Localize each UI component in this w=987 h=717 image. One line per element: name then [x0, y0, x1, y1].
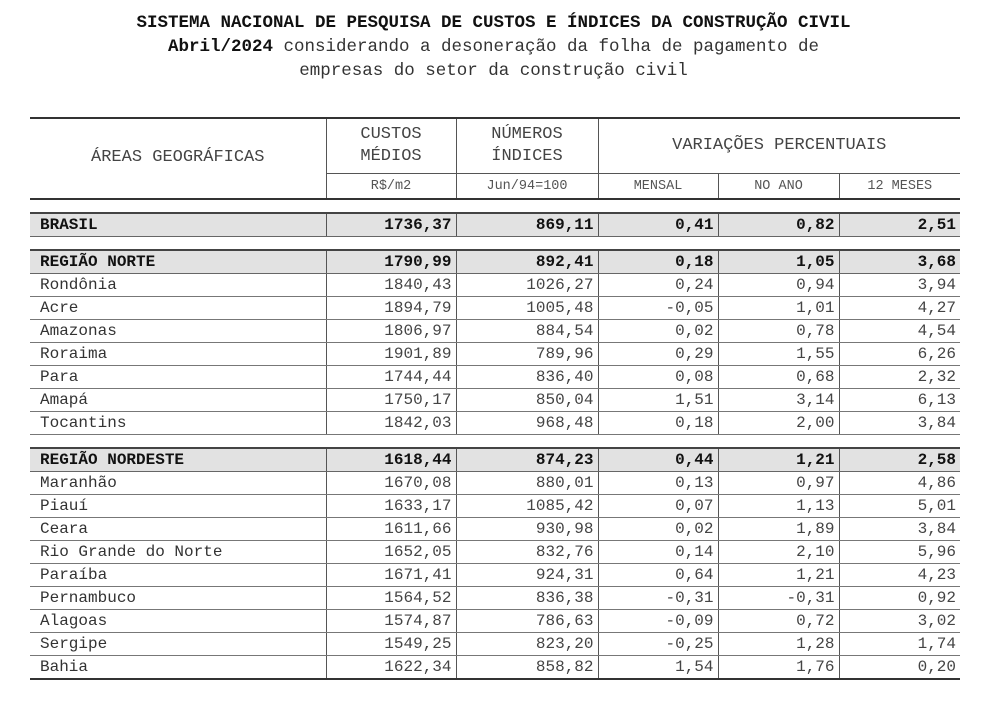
- mensal-cell: 0,08: [598, 366, 718, 389]
- m12-cell: 0,92: [839, 587, 960, 610]
- area-name: Rio Grande do Norte: [30, 541, 326, 564]
- indice-cell: 836,40: [456, 366, 598, 389]
- m12-cell: 2,32: [839, 366, 960, 389]
- spacer-cell: [30, 199, 960, 213]
- spacer-row: [30, 435, 960, 449]
- ano-cell: 1,89: [718, 518, 839, 541]
- indice-cell: 850,04: [456, 389, 598, 412]
- table-row: [30, 610, 960, 633]
- m12-cell: 4,23: [839, 564, 960, 587]
- m12-cell: 3,68: [839, 250, 960, 274]
- ano-cell: 1,55: [718, 343, 839, 366]
- custo-cell: 1564,52: [326, 587, 456, 610]
- m12-cell: 2,58: [839, 448, 960, 472]
- indice-cell: 789,96: [456, 343, 598, 366]
- m12-cell: 6,26: [839, 343, 960, 366]
- mensal-cell: 0,29: [598, 343, 718, 366]
- ano-cell: 0,94: [718, 274, 839, 297]
- custo-cell: 1736,37: [326, 213, 456, 237]
- area-name: Amazonas: [30, 320, 326, 343]
- spacer-cell: [30, 435, 960, 449]
- indice-cell: 823,20: [456, 633, 598, 656]
- title-period: Abril/2024: [167, 37, 273, 57]
- custo-cell: 1622,34: [326, 656, 456, 680]
- table-row: [30, 389, 960, 412]
- spacer-row: [30, 237, 960, 251]
- spacer-cell: [30, 237, 960, 251]
- area-name: Alagoas: [30, 610, 326, 633]
- mensal-cell: 0,18: [598, 412, 718, 435]
- custo-cell: 1549,25: [326, 633, 456, 656]
- table-row: [30, 274, 960, 297]
- table-row: [30, 297, 960, 320]
- table-row: [30, 366, 960, 389]
- area-name: Pernambuco: [30, 587, 326, 610]
- indice-cell: 874,23: [456, 448, 598, 472]
- area-name: Sergipe: [30, 633, 326, 656]
- table-row: [30, 541, 960, 564]
- mensal-cell: 0,64: [598, 564, 718, 587]
- indice-cell: 836,38: [456, 587, 598, 610]
- header-numeros-line-1: NÚMEROS: [491, 125, 563, 144]
- unit-custos: R$/m2: [326, 174, 456, 200]
- mensal-cell: 0,18: [598, 250, 718, 274]
- area-name: Amapá: [30, 389, 326, 412]
- header-variacoes: VARIAÇÕES PERCENTUAIS: [598, 118, 960, 174]
- table-row: [30, 343, 960, 366]
- m12-cell: 4,27: [839, 297, 960, 320]
- ano-cell: 3,14: [718, 389, 839, 412]
- header-numeros-line-2: ÍNDICES: [491, 147, 563, 166]
- indice-cell: 1005,48: [456, 297, 598, 320]
- m12-cell: 3,84: [839, 518, 960, 541]
- custo-cell: 1894,79: [326, 297, 456, 320]
- ano-cell: 1,21: [718, 448, 839, 472]
- area-name: REGIÃO NORTE: [30, 250, 326, 274]
- ano-cell: 1,28: [718, 633, 839, 656]
- custo-cell: 1618,44: [326, 448, 456, 472]
- table-row: [30, 412, 960, 435]
- title-line-2-rest: considerando a desoneração da folha de pagamento de: [272, 37, 820, 57]
- ano-cell: 1,76: [718, 656, 839, 680]
- header-areas-label: ÁREAS GEOGRÁFICAS: [91, 148, 265, 167]
- indice-cell: 930,98: [456, 518, 598, 541]
- title-line-2: [0, 35, 987, 59]
- area-name: Ceara: [30, 518, 326, 541]
- area-name: Piauí: [30, 495, 326, 518]
- ano-cell: 1,13: [718, 495, 839, 518]
- ano-cell: 0,97: [718, 472, 839, 495]
- header-mensal: MENSAL: [598, 174, 718, 200]
- ano-cell: 0,82: [718, 213, 839, 237]
- mensal-cell: -0,09: [598, 610, 718, 633]
- m12-cell: 5,96: [839, 541, 960, 564]
- custo-cell: 1611,66: [326, 518, 456, 541]
- indice-cell: 1026,27: [456, 274, 598, 297]
- ano-cell: -0,31: [718, 587, 839, 610]
- ano-cell: 2,00: [718, 412, 839, 435]
- ano-cell: 1,05: [718, 250, 839, 274]
- area-name: Para: [30, 366, 326, 389]
- custo-cell: 1790,99: [326, 250, 456, 274]
- mensal-cell: -0,25: [598, 633, 718, 656]
- m12-cell: 3,02: [839, 610, 960, 633]
- area-name: Maranhão: [30, 472, 326, 495]
- header-numeros: [456, 118, 598, 174]
- custo-cell: 1652,05: [326, 541, 456, 564]
- report-title: [0, 0, 987, 83]
- indice-cell: 968,48: [456, 412, 598, 435]
- indice-cell: 892,41: [456, 250, 598, 274]
- m12-cell: 2,51: [839, 213, 960, 237]
- mensal-cell: 0,02: [598, 320, 718, 343]
- ano-cell: 0,72: [718, 610, 839, 633]
- indice-cell: 869,11: [456, 213, 598, 237]
- indice-cell: 1085,42: [456, 495, 598, 518]
- custo-cell: 1633,17: [326, 495, 456, 518]
- header-areas: [30, 118, 326, 199]
- area-name: Bahia: [30, 656, 326, 680]
- table-row: [30, 518, 960, 541]
- total-row-brasil: [30, 213, 960, 237]
- m12-cell: 1,74: [839, 633, 960, 656]
- unit-indices: Jun/94=100: [456, 174, 598, 200]
- indice-cell: 832,76: [456, 541, 598, 564]
- header-no-ano: NO ANO: [718, 174, 839, 200]
- m12-cell: 3,94: [839, 274, 960, 297]
- area-name: Paraíba: [30, 564, 326, 587]
- ano-cell: 1,01: [718, 297, 839, 320]
- header-row: [30, 118, 960, 174]
- table-row: [30, 656, 960, 680]
- custo-cell: 1806,97: [326, 320, 456, 343]
- ano-cell: 0,78: [718, 320, 839, 343]
- area-name: Rondônia: [30, 274, 326, 297]
- table-row: [30, 495, 960, 518]
- mensal-cell: 0,41: [598, 213, 718, 237]
- mensal-cell: 0,14: [598, 541, 718, 564]
- indice-cell: 884,54: [456, 320, 598, 343]
- m12-cell: 3,84: [839, 412, 960, 435]
- mensal-cell: 0,07: [598, 495, 718, 518]
- area-name: Acre: [30, 297, 326, 320]
- cost-index-table: [30, 117, 960, 680]
- mensal-cell: 1,54: [598, 656, 718, 680]
- indice-cell: 858,82: [456, 656, 598, 680]
- area-name: REGIÃO NORDESTE: [30, 448, 326, 472]
- indice-cell: 880,01: [456, 472, 598, 495]
- table-row: [30, 320, 960, 343]
- table-row: [30, 587, 960, 610]
- custo-cell: 1842,03: [326, 412, 456, 435]
- m12-cell: 4,86: [839, 472, 960, 495]
- mensal-cell: 0,44: [598, 448, 718, 472]
- indice-cell: 786,63: [456, 610, 598, 633]
- mensal-cell: 1,51: [598, 389, 718, 412]
- header-custos-line-2: MÉDIOS: [360, 147, 422, 166]
- mensal-cell: -0,05: [598, 297, 718, 320]
- mensal-cell: 0,24: [598, 274, 718, 297]
- custo-cell: 1670,08: [326, 472, 456, 495]
- m12-cell: 5,01: [839, 495, 960, 518]
- custo-cell: 1840,43: [326, 274, 456, 297]
- header-custos-line-1: CUSTOS: [360, 125, 422, 144]
- indice-cell: 924,31: [456, 564, 598, 587]
- table-row: [30, 633, 960, 656]
- spacer-row: [30, 199, 960, 213]
- title-line-3: empresas do setor da construção civil: [299, 61, 688, 81]
- ano-cell: 0,68: [718, 366, 839, 389]
- custo-cell: 1671,41: [326, 564, 456, 587]
- custo-cell: 1574,87: [326, 610, 456, 633]
- area-name: Tocantins: [30, 412, 326, 435]
- header-12-meses: 12 MESES: [839, 174, 960, 200]
- m12-cell: 6,13: [839, 389, 960, 412]
- m12-cell: 0,20: [839, 656, 960, 680]
- total-row-norte: [30, 250, 960, 274]
- custo-cell: 1750,17: [326, 389, 456, 412]
- ano-cell: 1,21: [718, 564, 839, 587]
- header-custos: [326, 118, 456, 174]
- custo-cell: 1901,89: [326, 343, 456, 366]
- area-name: Roraima: [30, 343, 326, 366]
- table-row: [30, 472, 960, 495]
- title-line-1: SISTEMA NACIONAL DE PESQUISA DE CUSTOS E ÍNDICES DA CONSTRUÇÃO CIVIL: [136, 13, 851, 33]
- mensal-cell: 0,13: [598, 472, 718, 495]
- m12-cell: 4,54: [839, 320, 960, 343]
- custo-cell: 1744,44: [326, 366, 456, 389]
- table-body: [30, 199, 960, 679]
- area-name: BRASIL: [30, 213, 326, 237]
- mensal-cell: -0,31: [598, 587, 718, 610]
- ano-cell: 2,10: [718, 541, 839, 564]
- total-row-nordeste: [30, 448, 960, 472]
- table-row: [30, 564, 960, 587]
- mensal-cell: 0,02: [598, 518, 718, 541]
